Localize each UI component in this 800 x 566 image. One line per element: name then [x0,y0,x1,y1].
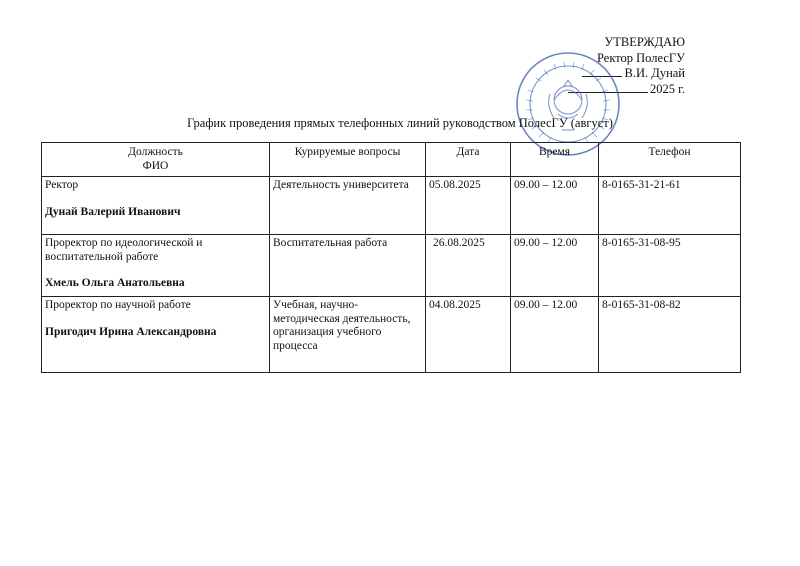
row-position: Проректор по идеологической и воспитательной работе [45,237,203,263]
cell-phone: 8-0165-31-21-61 [599,177,741,235]
cell-position-name [42,177,270,235]
row-person-name: Хмель Ольга Анатольевна [45,277,185,289]
header-position [42,143,270,177]
header-position-line2: ФИО [142,159,169,172]
approval-year: 2025 г. [650,81,685,96]
cell-time: 09.00 – 12.00 [511,297,599,373]
cell-time: 09.00 – 12.00 [511,235,599,297]
cell-date: 05.08.2025 [426,177,511,235]
header-phone: Телефон [599,143,741,177]
approve-label: УТВЕРЖДАЮ [604,35,685,49]
cell-topics: Учебная, научно-методическая деятельность, организация учебного процесса [270,297,426,373]
cell-date: 04.08.2025 [426,297,511,373]
table-row [42,235,741,297]
header-date: Дата [426,143,511,177]
cell-position-name [42,297,270,373]
header-position-line1: Должность [128,146,183,158]
cell-time: 09.00 – 12.00 [511,177,599,235]
table-row [42,177,741,235]
cell-topics: Деятельность университета [270,177,426,235]
row-person-name: Пригодич Ирина Александровна [45,325,217,338]
hotline-schedule-table [41,142,741,373]
header-time: Время [511,143,599,177]
approver-position: Ректор ПолесГУ [596,50,685,65]
cell-phone: 8-0165-31-08-82 [599,297,741,373]
cell-date: 26.08.2025 [426,235,511,297]
table-header-row [42,143,741,177]
signatory-name: В.И. Дунай [624,66,685,80]
cell-topics: Воспитательная работа [270,235,426,297]
row-position: Проректор по научной работе [45,299,191,311]
document-title: График проведения прямых телефонных линий руководством ПолесГУ (август) [187,116,613,130]
row-position: Ректор [45,179,79,191]
table-row [42,297,741,373]
cell-position-name [42,235,270,297]
cell-phone: 8-0165-31-08-95 [599,235,741,297]
header-topics: Курируемые вопросы [270,143,426,177]
row-person-name: Дунай Валерий Иванович [45,205,181,218]
